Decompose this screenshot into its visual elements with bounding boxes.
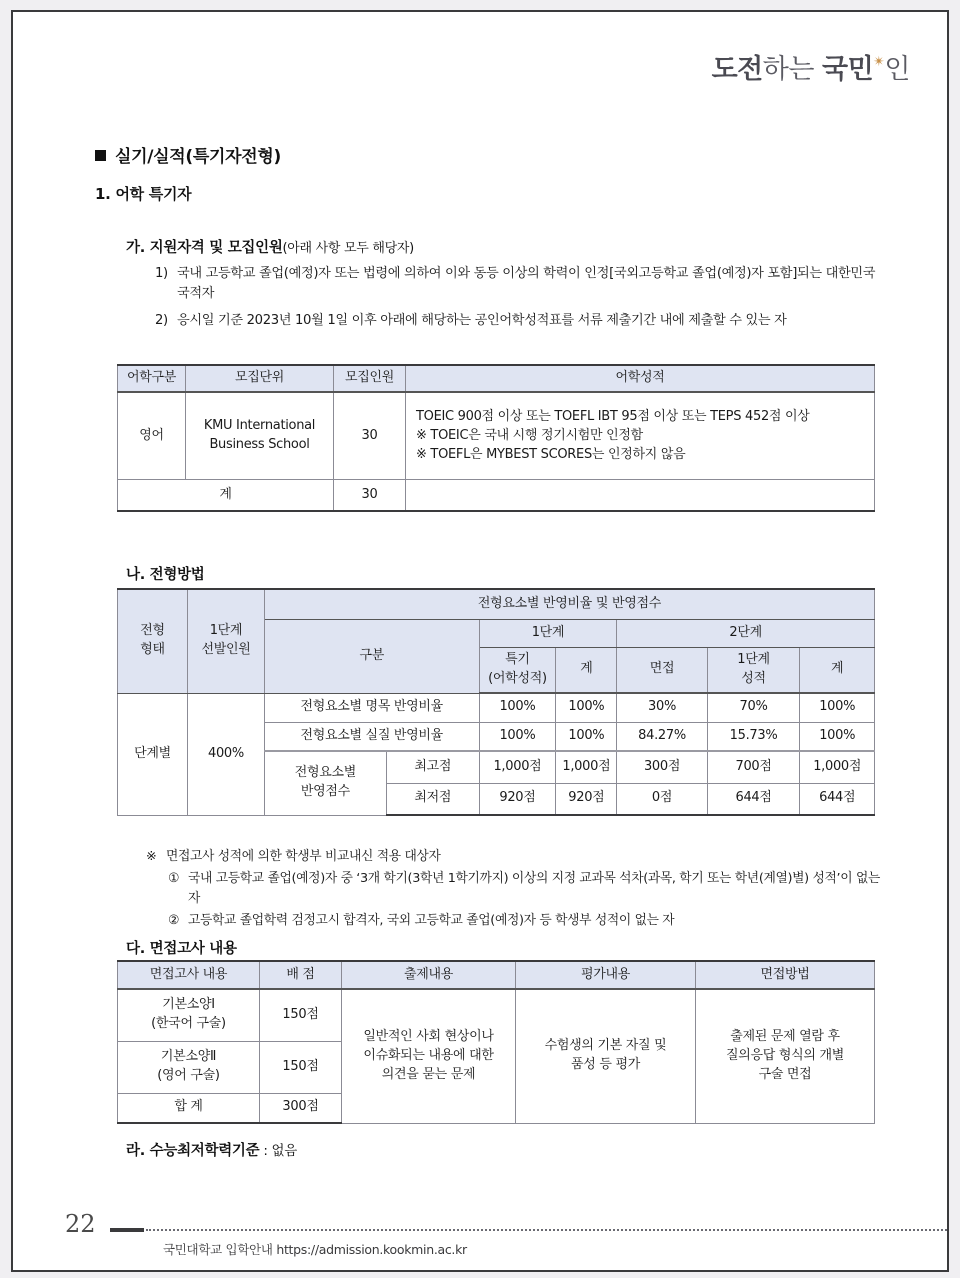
cell-actual-sum1: 100% [556, 722, 617, 751]
cell-min-stage1score: 644점 [707, 783, 800, 815]
col-header-special-line1: 특기 [505, 651, 530, 667]
method-note-marker: ※ [146, 849, 157, 864]
col-header-group: 전형요소별 반영비율 및 반영점수 [264, 589, 874, 619]
logo-text-part2: 하는 [762, 54, 822, 85]
cell-actual-interview: 84.27% [617, 722, 707, 751]
cell-method-line3: 구술 면접 [758, 1066, 812, 1082]
cell-actual-stage1score: 15.73% [707, 722, 800, 751]
language-requirement-table [117, 364, 875, 512]
col-header-language-score: 어학성적 [406, 365, 875, 392]
cell-stage1-quota: 400% [188, 693, 265, 815]
cell-nominal-sum1: 100% [556, 693, 617, 722]
cell-problem-line3: 의견을 묻는 문제 [381, 1066, 476, 1082]
col-header-evaluation: 평가내용 [516, 961, 696, 989]
qualification-item-1 [155, 264, 882, 305]
col-header-stage1: 1단계 [479, 619, 617, 647]
col-header-problem: 출제내용 [342, 961, 516, 989]
col-header-unit: 모집단위 [186, 365, 334, 392]
cell-unit-line2: Business School [209, 437, 310, 453]
cell-content-2-line2: (영어 구술) [157, 1068, 220, 1083]
cell-problem [342, 989, 516, 1123]
col-header-stage1-quota-line2: 선발인원 [201, 642, 251, 658]
cell-min-interview: 0점 [617, 783, 707, 815]
cell-problem-line1: 일반적인 사회 현상이나 [363, 1028, 494, 1044]
cell-max-stage1score: 700점 [707, 751, 800, 783]
col-header-stage1-score-line1: 1단계 [737, 651, 770, 667]
section-heading-1: 1. 어학 특기자 [95, 185, 192, 203]
cell-score-group-line1: 전형요소별 [294, 765, 357, 781]
cell-quota: 30 [334, 392, 406, 480]
method-note-item-1-marker: ① [168, 871, 180, 886]
square-bullet-icon [95, 150, 106, 161]
score-line-3: ※ TOEFL은 MYBEST SCORES는 인정하지 않음 [416, 446, 686, 462]
col-header-interview-content: 면접고사 내용 [118, 961, 260, 989]
cell-language-type: 영어 [118, 392, 186, 480]
subsection-ga-label: 가. 지원자격 및 모집인원 [126, 240, 283, 256]
logo-text-part4: 인 [884, 54, 910, 85]
cell-method-line1: 출제된 문제 열람 후 [730, 1028, 840, 1044]
cell-language-score [406, 392, 875, 480]
cell-points-1: 150점 [260, 989, 342, 1041]
table-row [118, 392, 875, 480]
cell-unit [186, 392, 334, 480]
subsection-heading-da: 다. 면접고사 내용 [126, 941, 237, 957]
method-note-head-text: 면접고사 성적에 의한 학생부 비교내신 적용 대상자 [166, 849, 441, 864]
col-header-special-line2: (어학성적) [488, 670, 547, 686]
method-note-head [146, 847, 886, 867]
col-header-stage1-quota-line1: 1단계 [209, 623, 243, 639]
col-header-stage1-score-line2: 성적 [741, 670, 766, 686]
col-header-stage1-score [707, 647, 800, 693]
cell-content-2-line1: 기본소양Ⅱ [160, 1049, 217, 1065]
method-note-item-2 [168, 911, 886, 931]
cell-content-2 [118, 1041, 260, 1093]
col-header-stage1-quota [188, 589, 265, 693]
cell-points-2: 150점 [260, 1041, 342, 1093]
subsection-ra-label: 라. 수능최저학력기준 [126, 1143, 260, 1159]
subsection-heading-na: 나. 전형방법 [126, 567, 205, 583]
method-note-item-2-marker: ② [168, 913, 180, 928]
method-note-item-2-text: 고등학교 졸업학력 검정고시 합격자, 국외 고등학교 졸업(예정)자 등 학생부 성적이 없는 자 [188, 913, 675, 928]
page-title-label: 실기/실적(특기자전형) [115, 147, 281, 167]
col-header-interview: 면접 [617, 647, 707, 693]
method-note-item-1 [168, 869, 886, 909]
cell-nominal-stage1score: 70% [707, 693, 800, 722]
cell-total-empty [406, 480, 875, 511]
footer-divider [146, 1229, 947, 1231]
cell-score-group-line2: 반영점수 [300, 784, 350, 800]
logo-text-part3: 국민 [822, 54, 874, 85]
qualification-item-2-text: 응시일 기준 2023년 10월 1일 이후 아래에 해당하는 공인어학성적표를 서류 제출기간 내에 제출할 수 있는 자 [177, 313, 787, 328]
cell-method-line2: 질의응답 형식의 개별 [726, 1047, 844, 1063]
subsection-ga-note: (아래 사항 모두 해당자) [282, 241, 414, 256]
kookmin-logo [712, 47, 910, 86]
cell-content-1-line1: 기본소양Ⅰ [162, 997, 215, 1013]
cell-score-label-max: 최고점 [386, 751, 479, 783]
page-title [95, 142, 281, 167]
col-header-stage2: 2단계 [617, 619, 875, 647]
cell-max-sum2: 1,000점 [800, 751, 875, 783]
subsection-ra-value: : 없음 [259, 1143, 298, 1159]
cell-type-value: 단계별 [118, 693, 188, 815]
score-line-1: TOEIC 900점 이상 또는 TOEFL IBT 95점 이상 또는 TEPS 452점 이상 [416, 408, 810, 424]
qualification-item-1-text: 국내 고등학교 졸업(예정)자 또는 법령에 의하여 이와 동등 이상의 학력이 인정[국외고등학교 졸업(예정)자 포함]되는 대한민국 국적자 [177, 266, 876, 302]
page-number: 22 [65, 1210, 96, 1238]
cell-interview-total-label: 합 계 [118, 1093, 260, 1123]
cell-interview-total-points: 300점 [260, 1093, 342, 1123]
col-header-type [118, 589, 188, 693]
col-header-sum-2: 계 [800, 647, 875, 693]
cell-content-1-line2: (한국어 구술) [151, 1016, 226, 1032]
cell-row-label-actual: 전형요소별 실질 반영비율 [264, 722, 479, 751]
interview-content-table [117, 960, 875, 1124]
subsection-heading-ra [126, 1139, 297, 1160]
cell-total-label: 계 [118, 480, 334, 511]
cell-min-special: 920점 [479, 783, 556, 815]
qualification-item-1-marker: 1) [155, 266, 168, 281]
cell-min-sum1: 920점 [556, 783, 617, 815]
footer-dash [110, 1228, 144, 1232]
col-header-method: 면접방법 [696, 961, 875, 989]
cell-actual-sum2: 100% [800, 722, 875, 751]
star-icon: ✴ [873, 54, 885, 70]
cell-score-group-label [264, 751, 386, 815]
cell-max-sum1: 1,000점 [556, 751, 617, 783]
qualification-item-2-marker: 2) [155, 313, 168, 328]
footer-text: 국민대학교 입학안내 https://admission.kookmin.ac.kr [163, 1242, 467, 1257]
cell-total-quota: 30 [334, 480, 406, 511]
col-header-type-line1: 전형 [140, 623, 165, 639]
cell-score-label-min: 최저점 [386, 783, 479, 815]
cell-evaluation-line1: 수험생의 기본 자질 및 [544, 1038, 667, 1054]
col-header-language-type: 어학구분 [118, 365, 186, 392]
col-header-gubun: 구분 [264, 619, 479, 693]
table-row [118, 989, 875, 1041]
table-total-row [118, 480, 875, 511]
table-header-row-1 [118, 589, 875, 619]
cell-evaluation [516, 989, 696, 1123]
cell-max-interview: 300점 [617, 751, 707, 783]
cell-row-label-nominal: 전형요소별 명목 반영비율 [264, 693, 479, 722]
document-page [11, 10, 949, 1272]
cell-problem-line2: 이슈화되는 내용에 대한 [363, 1047, 494, 1063]
col-header-sum-1: 계 [556, 647, 617, 693]
table-header-row [118, 961, 875, 989]
table-header-row [118, 365, 875, 392]
cell-max-special: 1,000점 [479, 751, 556, 783]
col-header-type-line2: 형태 [140, 642, 165, 658]
col-header-quota: 모집인원 [334, 365, 406, 392]
logo-text-part1: 도전 [711, 54, 763, 85]
cell-evaluation-line2: 품성 등 평가 [571, 1057, 640, 1073]
cell-method [696, 989, 875, 1123]
col-header-points: 배 점 [260, 961, 342, 989]
cell-content-1 [118, 989, 260, 1041]
cell-nominal-sum2: 100% [800, 693, 875, 722]
cell-unit-line1: KMU International [203, 418, 316, 434]
cell-actual-special: 100% [479, 722, 556, 751]
table-row [118, 693, 875, 722]
score-line-2: ※ TOEIC은 국내 시행 정기시험만 인정함 [416, 427, 643, 443]
cell-nominal-special: 100% [479, 693, 556, 722]
cell-min-sum2: 644점 [800, 783, 875, 815]
col-header-special [479, 647, 556, 693]
qualification-item-2 [155, 311, 882, 331]
subsection-heading-ga [126, 236, 414, 257]
method-note-item-1-text: 국내 고등학교 졸업(예정)자 중 ‘3개 학기(3학년 1학기까지) 이상의 지정 교과목 석차(과목, 학기 또는 학년(계열)별) 성적’이 없는 자 [188, 871, 880, 906]
cell-nominal-interview: 30% [617, 693, 707, 722]
selection-method-table [117, 588, 875, 816]
